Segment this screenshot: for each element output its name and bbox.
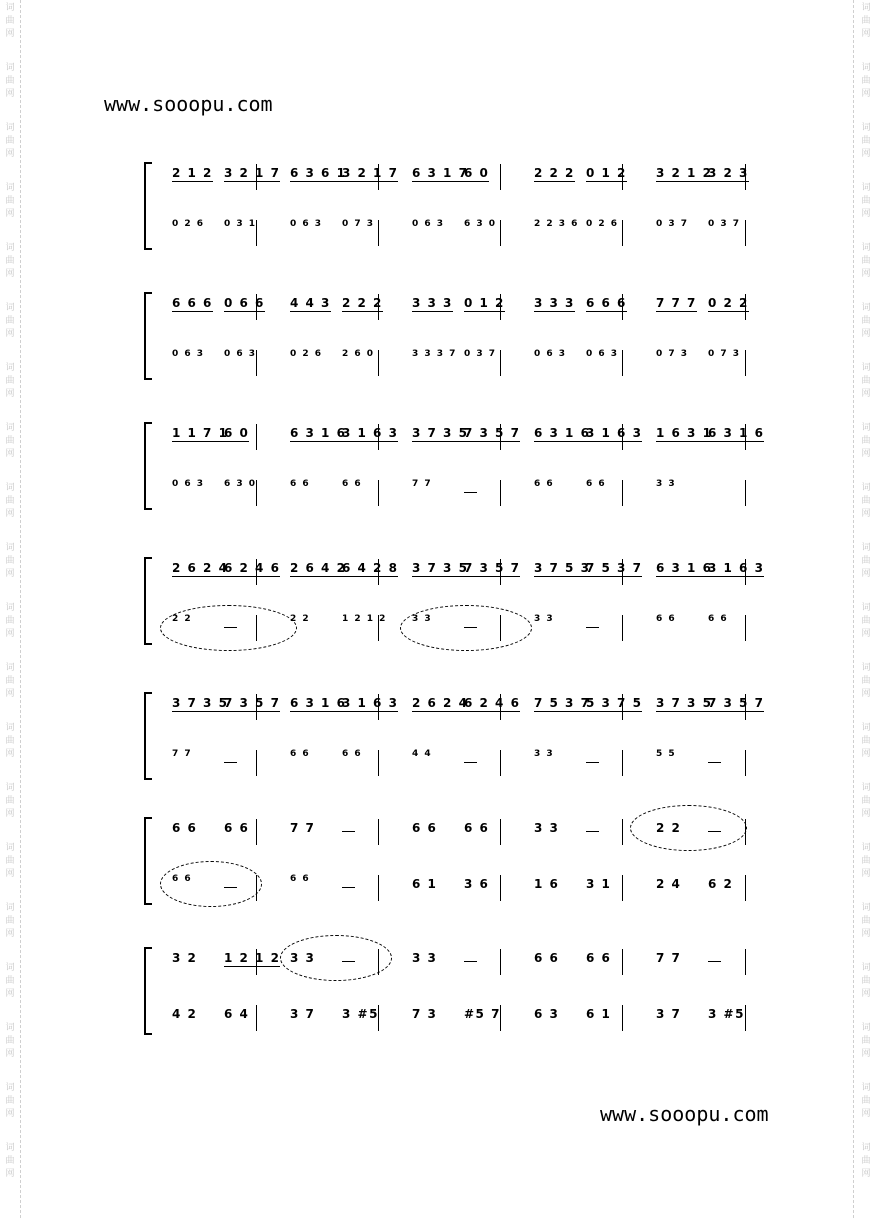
bar-line: [378, 750, 379, 776]
note-group: 6 6: [534, 951, 560, 965]
note-group: 0 3 7: [708, 219, 741, 229]
note-group: 6 1: [412, 877, 438, 891]
bar-line: [378, 819, 379, 845]
bar-line: [622, 819, 623, 845]
bar-line: [622, 480, 623, 506]
watermark-glyphs: 词 曲 网: [5, 1143, 15, 1179]
note-group: 7 3 5 7: [464, 426, 521, 440]
note-group: 3 6: [464, 877, 490, 891]
watermark-glyphs: 词 曲 网: [861, 483, 871, 519]
note-group: 6 3 1 6: [290, 426, 347, 440]
note-group: 0 6 3: [224, 349, 257, 359]
note-group: 6 6: [534, 479, 555, 489]
note-group: 3 2 1 7: [342, 166, 399, 180]
note-group: 2 2 2: [342, 296, 383, 310]
watermark-glyphs: 词 曲 网: [5, 483, 15, 519]
upper-staff: [130, 294, 760, 324]
watermark-glyphs: 词 曲 网: [861, 363, 871, 399]
lower-staff: [130, 750, 760, 780]
bar-line: [745, 615, 746, 641]
bar-line: [256, 819, 257, 845]
sustain-dash: [586, 762, 599, 763]
note-group: 0 3 7: [464, 349, 497, 359]
note-group: 0 7 3: [708, 349, 741, 359]
note-group: 6 6: [412, 821, 438, 835]
lower-staff: [130, 220, 760, 250]
bar-line: [256, 424, 257, 450]
note-group: 3 1 6 3: [342, 426, 399, 440]
note-group: 3 #5: [708, 1007, 745, 1021]
watermark-glyphs: 词 曲 网: [5, 723, 15, 759]
watermark-glyphs: 词 曲 网: [5, 183, 15, 219]
note-group: 3 #5: [342, 1007, 379, 1021]
bar-line: [745, 480, 746, 506]
note-group: 7 3: [412, 1007, 438, 1021]
bar-line: [622, 615, 623, 641]
score-system: [130, 420, 765, 520]
bar-line: [622, 350, 623, 376]
note-group: 6 2 4 6: [464, 696, 521, 710]
watermark-glyphs: 词 曲 网: [5, 3, 15, 39]
note-group: 3 7: [290, 1007, 316, 1021]
note-group: 3 2 3: [708, 166, 749, 180]
bar-line: [745, 750, 746, 776]
note-group: 0 3 7: [656, 219, 689, 229]
note-group: 3 1: [586, 877, 612, 891]
watermark-glyphs: 词 曲 网: [861, 603, 871, 639]
watermark-glyphs: 词 曲 网: [861, 303, 871, 339]
watermark-glyphs: 词 曲 网: [5, 963, 15, 999]
sustain-dash: [224, 762, 237, 763]
sustain-dash: [342, 887, 355, 888]
note-group: 4 4: [412, 749, 433, 759]
bar-line: [500, 164, 501, 190]
bar-line: [622, 949, 623, 975]
note-group: 7 3 5 7: [708, 696, 765, 710]
bar-line: [378, 480, 379, 506]
note-group: 6 2: [708, 877, 734, 891]
watermark-glyphs: 词 曲 网: [861, 3, 871, 39]
note-group: 1 2 1 2: [224, 951, 281, 965]
upper-staff: [130, 949, 760, 979]
note-group: 6 6: [342, 749, 363, 759]
watermark-glyphs: 词 曲 网: [861, 423, 871, 459]
bar-line: [622, 220, 623, 246]
watermark-glyphs: 词 曲 网: [5, 123, 15, 159]
bar-line: [378, 875, 379, 901]
note-group: 2 2 2: [534, 166, 575, 180]
footer-url: www.sooopu.com: [600, 1102, 769, 1126]
score-system: [130, 945, 760, 1045]
sustain-dash: [708, 762, 721, 763]
bar-line: [256, 1005, 257, 1031]
sustain-dash: [464, 492, 477, 493]
note-group: 6 6: [586, 951, 612, 965]
note-group: 0 7 3: [342, 219, 375, 229]
slur-arc: [630, 805, 747, 851]
bar-line: [500, 220, 501, 246]
note-group: 0 3 1: [224, 219, 257, 229]
note-group: 3 3: [534, 821, 560, 835]
sustain-dash: [342, 831, 355, 832]
note-group: 6 3 6 1: [290, 166, 347, 180]
note-group: 7 3 5 7: [224, 696, 281, 710]
watermark-glyphs: 词 曲 网: [5, 243, 15, 279]
note-group: 7 7: [172, 749, 193, 759]
sustain-dash: [464, 762, 477, 763]
note-group: 6 6: [172, 874, 193, 884]
watermark-glyphs: 词 曲 网: [861, 903, 871, 939]
sustain-dash: [586, 831, 599, 832]
note-group: 3 3: [656, 479, 677, 489]
bar-line: [745, 1005, 746, 1031]
note-group: 0 6 3: [412, 219, 445, 229]
note-group: 7 3 5 7: [464, 561, 521, 575]
note-group: 6 3 0: [224, 479, 257, 489]
note-group: 0 1 2: [586, 166, 627, 180]
note-group: 2 4: [656, 877, 682, 891]
bar-line: [745, 350, 746, 376]
note-group: 0 6 3: [586, 349, 619, 359]
bar-line: [500, 875, 501, 901]
bar-line: [500, 350, 501, 376]
note-group: 1 2 1 2: [342, 614, 387, 624]
note-group: 7 7: [412, 479, 433, 489]
note-group: 6 3 1 6: [656, 561, 713, 575]
watermark-glyphs: 词 曲 网: [5, 423, 15, 459]
bar-line: [256, 750, 257, 776]
upper-staff: [130, 694, 765, 724]
note-group: 3 7 5 3: [534, 561, 591, 575]
note-group: 3 3: [412, 951, 438, 965]
note-group: 6 6: [586, 479, 607, 489]
note-group: 6 6: [224, 821, 250, 835]
note-group: 3 3 3 7: [412, 349, 457, 359]
watermark-glyphs: 词 曲 网: [861, 63, 871, 99]
sustain-dash: [708, 961, 721, 962]
note-group: 7 7: [656, 951, 682, 965]
slur-arc: [160, 861, 262, 907]
upper-staff: [130, 164, 760, 194]
slur-arc: [280, 935, 392, 981]
note-group: 6 4 2 8: [342, 561, 399, 575]
note-group: 0 2 6: [586, 219, 619, 229]
note-group: 6 6: [342, 479, 363, 489]
note-group: 3 7 3 5: [172, 696, 229, 710]
note-group: 6 3 1 6: [290, 696, 347, 710]
note-group: 2 2 3 6: [534, 219, 579, 229]
note-group: 0 6 6: [224, 296, 265, 310]
sustain-dash: [464, 961, 477, 962]
note-group: 3 3: [290, 951, 316, 965]
note-group: 0 6 3: [172, 479, 205, 489]
note-group: 3 2 1 7: [224, 166, 281, 180]
note-group: 6 2 4 6: [224, 561, 281, 575]
watermark-glyphs: 词 曲 网: [861, 123, 871, 159]
watermark-glyphs: 词 曲 网: [5, 303, 15, 339]
slur-arc: [160, 605, 297, 651]
note-group: 2 6 2 4: [412, 696, 469, 710]
note-group: 2 1 2: [172, 166, 213, 180]
note-group: 6 6: [290, 874, 311, 884]
note-group: 6 6 6: [172, 296, 213, 310]
note-group: 0 2 2: [708, 296, 749, 310]
note-group: 2 2: [656, 821, 682, 835]
note-group: 3 3: [534, 614, 555, 624]
note-group: 6 0: [224, 426, 250, 440]
sustain-dash: [586, 627, 599, 628]
note-group: 3 3: [412, 614, 433, 624]
watermark-glyphs: 词 曲 网: [861, 1083, 871, 1119]
note-group: 0 7 3: [656, 349, 689, 359]
note-group: 6 4: [224, 1007, 250, 1021]
watermark-glyphs: 词 曲 网: [861, 723, 871, 759]
watermark-glyphs: 词 曲 网: [861, 1143, 871, 1179]
note-group: #5 7: [464, 1007, 501, 1021]
note-group: 3 1 6 3: [342, 696, 399, 710]
bar-line: [500, 949, 501, 975]
header-url: www.sooopu.com: [104, 92, 273, 116]
bar-line: [622, 875, 623, 901]
note-group: 7 7 7: [656, 296, 697, 310]
note-group: 6 1: [586, 1007, 612, 1021]
note-group: 0 6 3: [290, 219, 323, 229]
note-group: 6 3 1 6: [708, 426, 765, 440]
watermark-glyphs: 词 曲 网: [5, 903, 15, 939]
bar-line: [378, 350, 379, 376]
note-group: 6 6: [290, 479, 311, 489]
note-group: 0 1 2: [464, 296, 505, 310]
note-group: 0 6 3: [172, 349, 205, 359]
note-group: 1 1 7 1: [172, 426, 229, 440]
bar-line: [500, 480, 501, 506]
note-group: 2 6 0: [342, 349, 375, 359]
note-group: 2 6 4 2: [290, 561, 347, 575]
note-group: 6 6 6: [586, 296, 627, 310]
lower-staff: [130, 350, 760, 380]
note-group: 6 0: [464, 166, 490, 180]
watermark-glyphs: 词 曲 网: [861, 183, 871, 219]
upper-staff: [130, 424, 765, 454]
bar-line: [500, 819, 501, 845]
note-group: 7 7: [290, 821, 316, 835]
note-group: 1 6 3 1: [656, 426, 713, 440]
note-group: 6 6: [290, 749, 311, 759]
note-group: 6 3 1 7: [412, 166, 469, 180]
note-group: 3 7 3 5: [412, 426, 469, 440]
note-group: 3 2: [172, 951, 198, 965]
watermark-glyphs: 词 曲 网: [5, 363, 15, 399]
watermark-glyphs: 词 曲 网: [861, 963, 871, 999]
note-group: 1 6: [534, 877, 560, 891]
note-group: 2 2: [172, 614, 193, 624]
score-system: [130, 290, 760, 390]
watermark-glyphs: 词 曲 网: [5, 63, 15, 99]
note-group: 3 7: [656, 1007, 682, 1021]
watermark-glyphs: 词 曲 网: [861, 663, 871, 699]
right-dashed-border: [853, 0, 854, 1218]
score-system: [130, 690, 765, 790]
bar-line: [500, 750, 501, 776]
note-group: 3 3 3: [412, 296, 453, 310]
note-group: 4 4 3: [290, 296, 331, 310]
watermark-glyphs: 词 曲 网: [861, 783, 871, 819]
note-group: 3 3: [534, 749, 555, 759]
note-group: 3 7 3 5: [656, 696, 713, 710]
bar-line: [622, 750, 623, 776]
note-group: 5 3 7 5: [586, 696, 643, 710]
bar-line: [622, 1005, 623, 1031]
note-group: 0 2 6: [290, 349, 323, 359]
note-group: 7 5 3 7: [534, 696, 591, 710]
note-group: 3 2 1 2: [656, 166, 713, 180]
note-group: 5 5: [656, 749, 677, 759]
bar-line: [745, 875, 746, 901]
watermark-glyphs: 词 曲 网: [5, 783, 15, 819]
note-group: 6 6: [708, 614, 729, 624]
watermark-glyphs: 词 曲 网: [5, 1023, 15, 1059]
note-group: 6 3 0: [464, 219, 497, 229]
bar-line: [745, 220, 746, 246]
note-group: 6 6: [464, 821, 490, 835]
note-group: 2 2: [290, 614, 311, 624]
note-group: 3 7 3 5: [412, 561, 469, 575]
note-group: 0 2 6: [172, 219, 205, 229]
watermark-glyphs: 词 曲 网: [861, 1023, 871, 1059]
note-group: 3 1 6 3: [708, 561, 765, 575]
watermark-glyphs: 词 曲 网: [5, 1083, 15, 1119]
note-group: 4 2: [172, 1007, 198, 1021]
watermark-glyphs: 词 曲 网: [5, 543, 15, 579]
note-group: 6 6: [656, 614, 677, 624]
watermark-glyphs: 词 曲 网: [861, 543, 871, 579]
bar-line: [378, 220, 379, 246]
score-system: [130, 160, 760, 260]
watermark-glyphs: 词 曲 网: [861, 243, 871, 279]
lower-staff: [130, 1005, 760, 1035]
slur-arc: [400, 605, 532, 651]
note-group: 6 3 1 6: [534, 426, 591, 440]
upper-staff: [130, 559, 765, 589]
note-group: 0 6 3: [534, 349, 567, 359]
watermark-glyphs: 词 曲 网: [5, 603, 15, 639]
left-dashed-border: [20, 0, 21, 1218]
note-group: 7 5 3 7: [586, 561, 643, 575]
note-group: 3 3 3: [534, 296, 575, 310]
note-group: 3 1 6 3: [586, 426, 643, 440]
watermark-glyphs: 词 曲 网: [5, 663, 15, 699]
note-group: 6 3: [534, 1007, 560, 1021]
note-group: 6 6: [172, 821, 198, 835]
note-group: 2 6 2 4: [172, 561, 229, 575]
watermark-glyphs: 词 曲 网: [861, 843, 871, 879]
watermark-glyphs: 词 曲 网: [5, 843, 15, 879]
bar-line: [745, 949, 746, 975]
lower-staff: [130, 480, 760, 510]
